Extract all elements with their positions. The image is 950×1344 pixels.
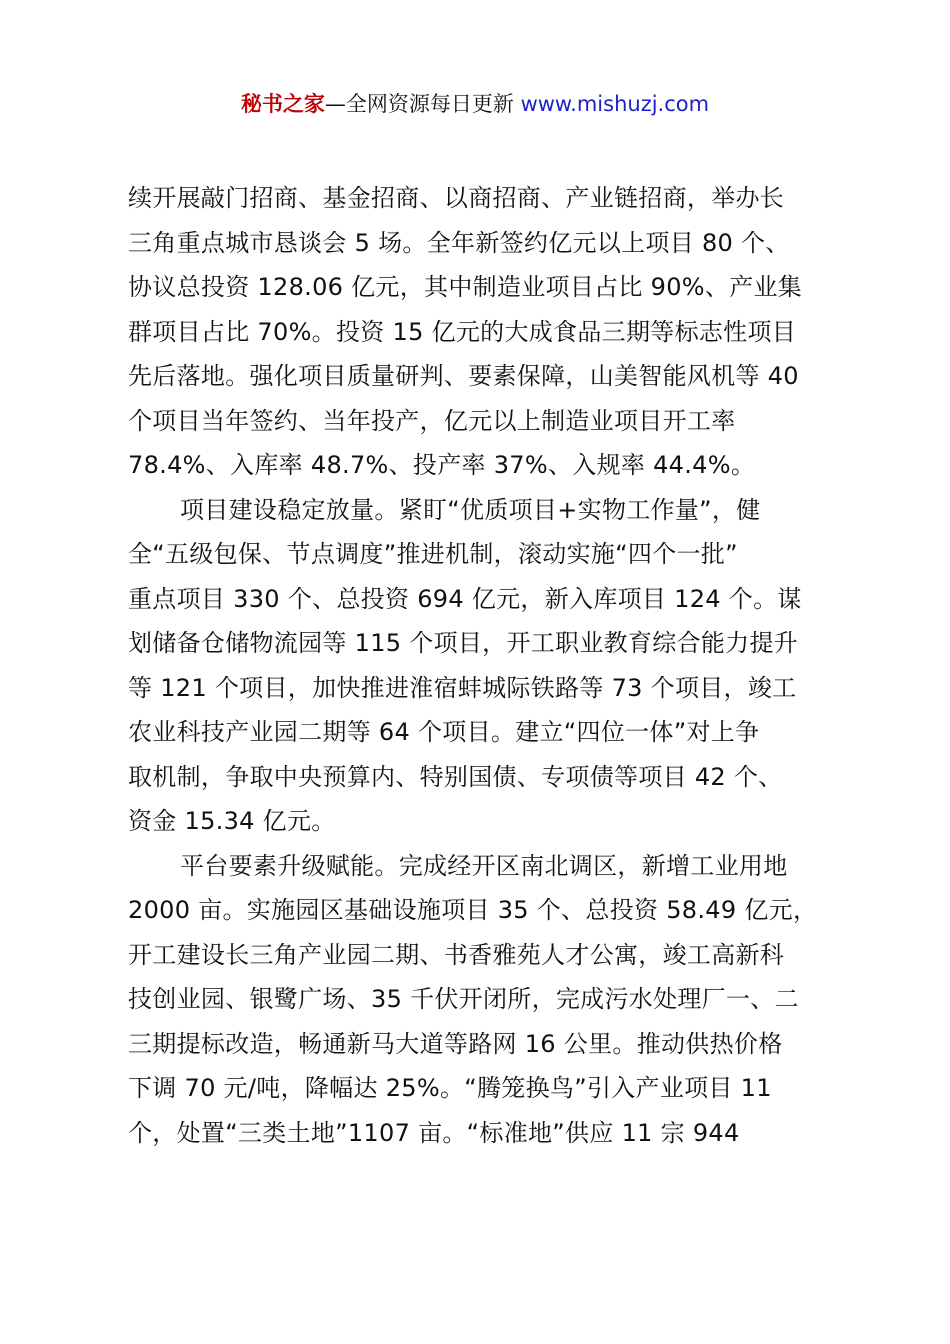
text-line: 开工建设长三角产业园二期、书香雅苑人才公寓，竣工高新科 [128, 940, 785, 969]
text-line: 等 121 个项目，加快推进淮宿蚌城际铁路等 73 个项目，竣工 [128, 673, 797, 702]
text-line: 重点项目 330 个、总投资 694 亿元，新入库项目 124 个。谋 [128, 584, 802, 613]
site-url[interactable]: www.mishuzj.com [520, 92, 710, 116]
site-tagline: —全网资源每日更新 [324, 92, 514, 116]
text-line: 个，处置“三类土地”1107 亩。“标准地”供应 11 宗 944 [128, 1118, 740, 1147]
text-line: 群项目占比 70%。投资 15 亿元的大成食品三期等标志性项目 [128, 317, 797, 346]
text-line: 资金 15.34 亿元。 [128, 807, 336, 835]
text-line: 取机制，争取中央预算内、特别国债、专项债等项目 42 个、 [128, 762, 783, 791]
text-line: 协议总投资 128.06 亿元，其中制造业项目占比 90%、产业集 [128, 273, 803, 301]
text-line: 下调 70 元/吨，降幅达 25%。“腾笼换鸟”引入产业项目 11 [128, 1074, 772, 1102]
text-line: 三期提标改造，畅通新马大道等路网 16 公里。推动供热价格 [128, 1029, 783, 1058]
text-line: 2000 亩。实施园区基础设施项目 35 个、总投资 58.49 亿元， [128, 896, 818, 924]
site-header [0, 86, 950, 122]
paragraph-project-construction [128, 488, 833, 844]
text-line: 划储备仓储物流园等 115 个项目，开工职业教育综合能力提升 [128, 629, 799, 657]
text-line: 78.4%、入库率 48.7%、投产率 37%、入规率 44.4%。 [128, 451, 756, 479]
text-line: 续开展敲门招商、基金招商、以商招商、产业链招商，举办长 [128, 184, 785, 212]
document-body [128, 176, 833, 1155]
text-line: 全“五级包保、节点调度”推进机制，滚动实施“四个一批” [128, 540, 738, 568]
text-line: 技创业园、银鹭广场、35 千伏开闭所，完成污水处理厂一、二 [128, 985, 799, 1013]
text-line: 三角重点城市恳谈会 5 场。全年新签约亿元以上项目 80 个、 [128, 228, 790, 257]
text-line: 农业科技产业园二期等 64 个项目。建立“四位一体”对上争 [128, 718, 760, 746]
text-line: 平台要素升级赋能。完成经开区南北调区，新增工业用地 [180, 851, 788, 880]
text-line: 个项目当年签约、当年投产，亿元以上制造业项目开工率 [128, 406, 736, 435]
paragraph-continuation [128, 176, 833, 488]
paragraph-platform-elements [128, 844, 833, 1156]
site-brand: 秘书之家 [240, 92, 325, 116]
text-line: 项目建设稳定放量。紧盯“优质项目+实物工作量”，健 [180, 495, 761, 524]
text-line: 先后落地。强化项目质量研判、要素保障，山美智能风机等 40 [128, 362, 799, 390]
